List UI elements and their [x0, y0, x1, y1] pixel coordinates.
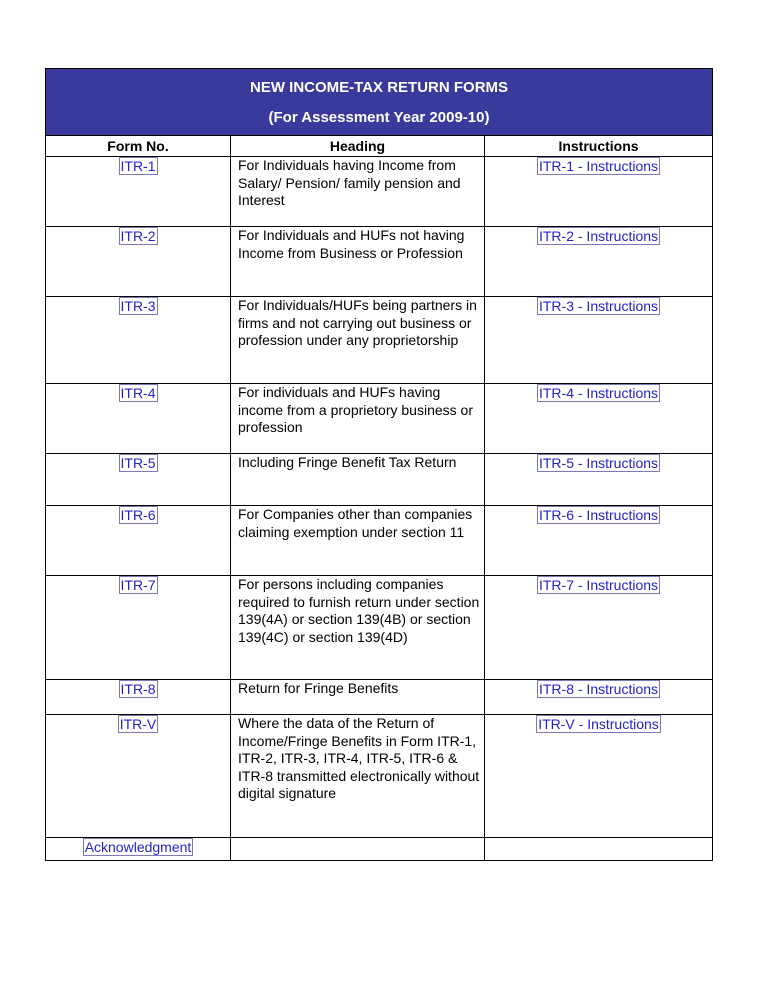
form-cell [46, 297, 231, 384]
heading-cell: For individuals and HUFs having income from a proprietory business or profession [231, 384, 485, 454]
heading-cell: Including Fringe Benefit Tax Return [231, 454, 485, 506]
instructions-cell [485, 454, 713, 506]
column-header-form-no: Form No. [46, 136, 231, 157]
form-link-itr-2[interactable]: ITR-2 [120, 228, 156, 244]
form-cell [46, 838, 231, 861]
heading-cell: For persons including companies required to furnish return under section 139(4A) or section 139(4B) or section 139(4C) or section 139(4D) [231, 576, 485, 680]
column-header-row [46, 136, 713, 157]
instructions-link-itr-1[interactable]: ITR-1 - Instructions [538, 158, 659, 174]
form-cell [46, 576, 231, 680]
heading-cell: For Individuals/HUFs being partners in firms and not carrying out business or profession under any proprietorship [231, 297, 485, 384]
instructions-cell [485, 384, 713, 454]
column-header-heading: Heading [231, 136, 485, 157]
instructions-link-itr-7[interactable]: ITR-7 - Instructions [538, 577, 659, 593]
instructions-cell [485, 227, 713, 297]
empty-instructions-cell [485, 838, 713, 861]
instructions-cell [485, 715, 713, 838]
form-link-itr-5[interactable]: ITR-5 [120, 455, 156, 471]
table-row [46, 384, 713, 454]
form-cell [46, 680, 231, 715]
form-link-itr-1[interactable]: ITR-1 [120, 158, 156, 174]
form-link-itr-7[interactable]: ITR-7 [120, 577, 156, 593]
instructions-link-itr-3[interactable]: ITR-3 - Instructions [538, 298, 659, 314]
banner-row [46, 69, 713, 136]
form-cell [46, 715, 231, 838]
instructions-link-itr-8[interactable]: ITR-8 - Instructions [538, 681, 659, 697]
instructions-cell [485, 506, 713, 576]
column-header-instructions: Instructions [485, 136, 713, 157]
banner-title: NEW INCOME-TAX RETURN FORMS [249, 79, 509, 96]
form-cell [46, 454, 231, 506]
instructions-cell [485, 157, 713, 227]
heading-cell: For Individuals having Income from Salary/ Pension/ family pension and Interest [231, 157, 485, 227]
heading-cell: For Companies other than companies claiming exemption under section 11 [231, 506, 485, 576]
table-row [46, 454, 713, 506]
form-cell [46, 506, 231, 576]
instructions-cell [485, 576, 713, 680]
instructions-link-itr-5[interactable]: ITR-5 - Instructions [538, 455, 659, 471]
form-link-itr-3[interactable]: ITR-3 [120, 298, 156, 314]
form-link-itr-6[interactable]: ITR-6 [120, 507, 156, 523]
table-row [46, 680, 713, 715]
instructions-link-itr-v[interactable]: ITR-V - Instructions [538, 716, 659, 732]
table-row [46, 157, 713, 227]
table-row [46, 297, 713, 384]
form-cell [46, 227, 231, 297]
empty-heading-cell [231, 838, 485, 861]
form-cell [46, 157, 231, 227]
table-row [46, 576, 713, 680]
itr-forms-table [45, 68, 713, 861]
instructions-link-itr-6[interactable]: ITR-6 - Instructions [538, 507, 659, 523]
table-row [46, 715, 713, 838]
heading-cell: Return for Fringe Benefits [231, 680, 485, 715]
instructions-link-itr-4[interactable]: ITR-4 - Instructions [538, 385, 659, 401]
heading-cell: For Individuals and HUFs not having Income from Business or Profession [231, 227, 485, 297]
form-link-itr-8[interactable]: ITR-8 [120, 681, 156, 697]
instructions-link-itr-2[interactable]: ITR-2 - Instructions [538, 228, 659, 244]
acknowledgment-link[interactable]: Acknowledgment [84, 839, 192, 855]
acknowledgment-row [46, 838, 713, 861]
table-row [46, 506, 713, 576]
instructions-cell [485, 297, 713, 384]
banner-subtitle: (For Assessment Year 2009-10) [268, 109, 490, 126]
form-cell [46, 384, 231, 454]
form-link-itr-v[interactable]: ITR-V [119, 716, 157, 732]
heading-cell: Where the data of the Return of Income/Fringe Benefits in Form ITR-1, ITR-2, ITR-3, ITR-4, ITR-5, ITR-6 & ITR-8 transmitted electronically without digital signature [231, 715, 485, 838]
table-row [46, 227, 713, 297]
instructions-cell [485, 680, 713, 715]
form-link-itr-4[interactable]: ITR-4 [120, 385, 156, 401]
banner-cell [46, 69, 713, 136]
